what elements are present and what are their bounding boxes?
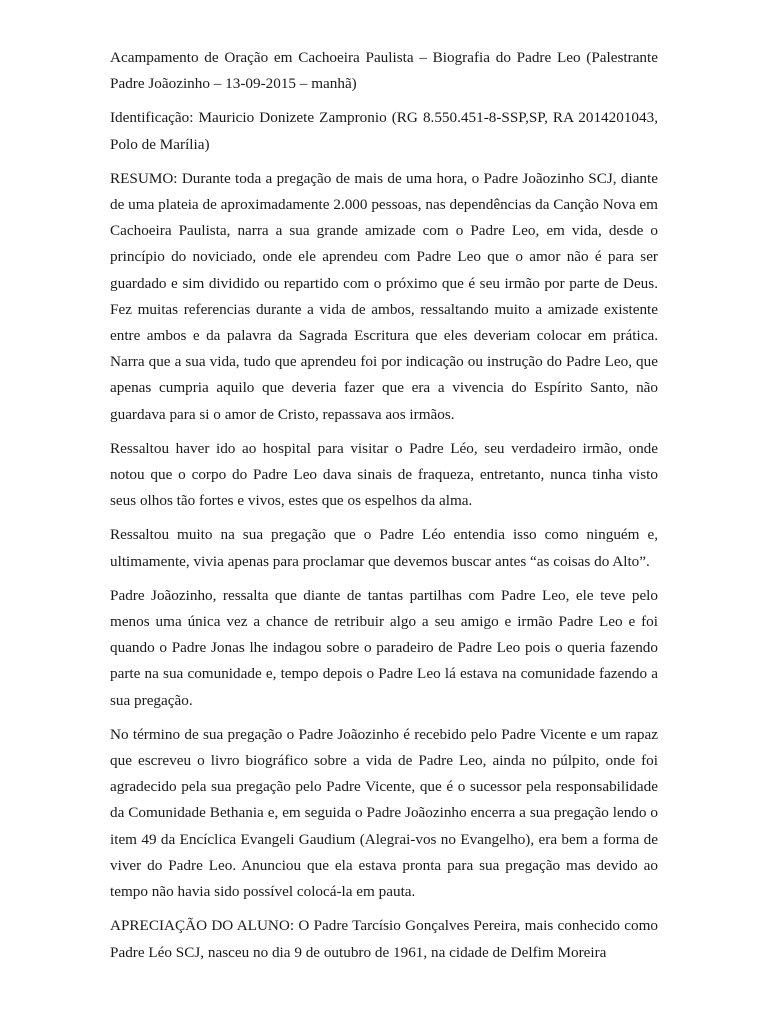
student-appreciation-paragraph: APRECIAÇÃO DO ALUNO: O Padre Tarcísio Gonçalves Pereira, mais conhecido como Padre Léo SCJ, nasceu no dia 9 de outubro de 1961, na cidade de Delfim Moreira [110, 917, 658, 961]
retribution-paragraph: Padre Joãozinho, ressalta que diante de tantas partilhas com Padre Leo, ele teve pelo menos uma única vez a chance de retribuir algo a seu amigo e irmão Padre Leo e foi quando o Padre Jonas lhe indagou sobre o paradeiro de Padre Leo pois o queria fazendo parte na sua comunidade e, tempo depois o Padre Leo lá estava na comunidade fazendo a sua pregação. [110, 586, 658, 709]
preaching-paragraph: Ressaltou muito na sua pregação que o Padre Léo entendia isso como ninguém e, ultimamente, vivia apenas para proclamar que devemos buscar antes “as coisas do Alto”. [110, 526, 658, 570]
closing-paragraph: No término de sua pregação o Padre Joãozinho é recebido pelo Padre Vicente e um rapaz que escreveu o livro biográfico sobre a vida de Padre Leo, ainda no púlpito, onde foi agradecido pela sua pregação pelo Padre Vicente, que é o sucessor pela responsabilidade da Comunidade Bethania e, em seguida o Padre Joãozinho encerra a sua pregação lendo o item 49 da Encíclica Evangeli Gaudium (Alegrai-vos no Evangelho), era bem a forma de viver do Padre Leo. Anunciou que ela estava pronta para sua pregação mas devido ao tempo não havia sido possível colocá-la em pauta. [110, 725, 658, 901]
summary-paragraph: RESUMO: Durante toda a pregação de mais de uma hora, o Padre Joãozinho SCJ, diante de uma plateia de aproximadamente 2.000 pessoas, nas dependências da Canção Nova em Cachoeira Paulista, narra a sua grande amizade com o Padre Leo, em vida, desde o princípio do noviciado, onde ele aprendeu com Padre Leo que o amor não é para ser guardado e sim dividido ou repartido com o próximo que é seu irmão por parte de Deus. Fez muitas referencias durante a vida de ambos, ressaltando muito a amizade existente entre ambos e da palavra da Sagrada Escritura que eles deveriam colocar em prática. Narra que a sua vida, tudo que aprendeu foi por indicação ou instrução do Padre Leo, que apenas cumpria aquilo que deveria fazer que era a vivencia do Espírito Santo, não guardava para si o amor de Cristo, repassava aos irmãos. [110, 169, 658, 423]
document-title: Acampamento de Oração em Cachoeira Paulista – Biografia do Padre Leo (Palestrante Padre Joãozinho – 13-09-2015 – manhã) [110, 49, 658, 93]
identification-paragraph: Identificação: Mauricio Donizete Zampronio (RG 8.550.451-8-SSP,SP, RA 2014201043, Polo de Marília) [110, 109, 658, 153]
document-page [110, 45, 658, 966]
hospital-visit-paragraph: Ressaltou haver ido ao hospital para visitar o Padre Léo, seu verdadeiro irmão, onde notou que o corpo do Padre Leo dava sinais de fraqueza, entretanto, nunca tinha visto seus olhos tão fortes e vivos, estes que os espelhos da alma. [110, 439, 658, 510]
